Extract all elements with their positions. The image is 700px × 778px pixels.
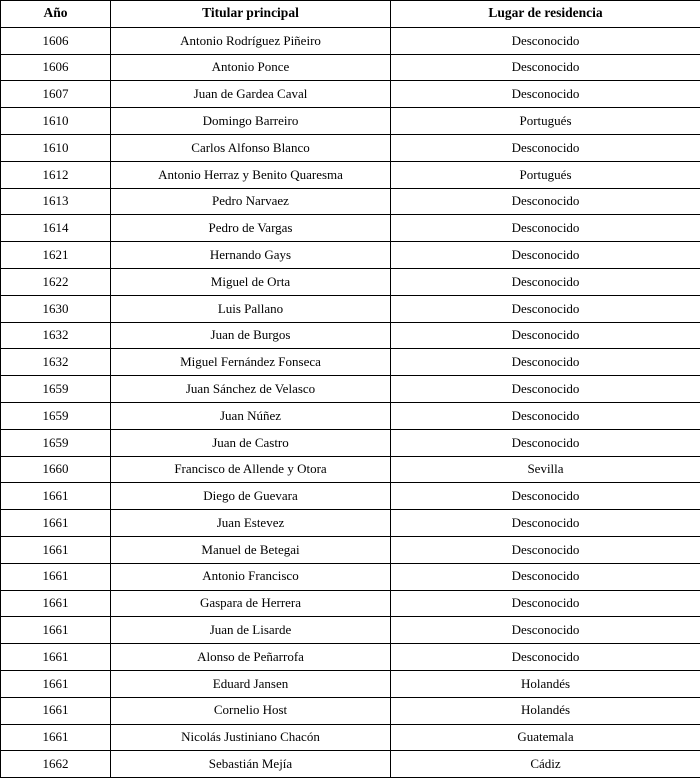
cell-holder: Juan de Lisarde: [111, 617, 391, 644]
cell-holder: Gaspara de Herrera: [111, 590, 391, 617]
cell-holder: Manuel de Betegai: [111, 536, 391, 563]
cell-year: 1621: [1, 242, 111, 269]
cell-year: 1661: [1, 536, 111, 563]
table-row: [1, 161, 700, 188]
cell-holder: Luis Pallano: [111, 295, 391, 322]
cell-year: 1610: [1, 108, 111, 135]
cell-year: 1607: [1, 81, 111, 108]
cell-residence: Desconocido: [391, 617, 700, 644]
cell-year: 1606: [1, 27, 111, 54]
table-row: [1, 134, 700, 161]
table-row: [1, 697, 700, 724]
cell-holder: Juan de Gardea Caval: [111, 81, 391, 108]
cell-holder: Antonio Herraz y Benito Quaresma: [111, 161, 391, 188]
table-row: [1, 81, 700, 108]
table-row: [1, 402, 700, 429]
cell-residence: Desconocido: [391, 563, 700, 590]
table-row: [1, 563, 700, 590]
cell-residence: Desconocido: [391, 483, 700, 510]
cell-residence: Sevilla: [391, 456, 700, 483]
cell-year: 1661: [1, 644, 111, 671]
cell-residence: Desconocido: [391, 81, 700, 108]
cell-year: 1622: [1, 268, 111, 295]
cell-residence: Desconocido: [391, 536, 700, 563]
cell-year: 1661: [1, 670, 111, 697]
cell-holder: Juan de Burgos: [111, 322, 391, 349]
cell-holder: Miguel de Orta: [111, 268, 391, 295]
cell-year: 1659: [1, 402, 111, 429]
cell-holder: Alonso de Peñarrofa: [111, 644, 391, 671]
table-row: [1, 510, 700, 537]
cell-year: 1661: [1, 483, 111, 510]
cell-year: 1662: [1, 751, 111, 778]
cell-year: 1661: [1, 617, 111, 644]
cell-residence: Holandés: [391, 697, 700, 724]
cell-year: 1610: [1, 134, 111, 161]
cell-holder: Pedro Narvaez: [111, 188, 391, 215]
cell-year: 1606: [1, 54, 111, 81]
table-row: [1, 349, 700, 376]
cell-holder: Antonio Ponce: [111, 54, 391, 81]
table-row: [1, 483, 700, 510]
cell-year: 1612: [1, 161, 111, 188]
cell-residence: Desconocido: [391, 644, 700, 671]
table-row: [1, 644, 700, 671]
table-row: [1, 54, 700, 81]
column-header-holder: Titular principal: [111, 1, 391, 28]
table-row: [1, 188, 700, 215]
cell-year: 1661: [1, 590, 111, 617]
cell-residence: Portugués: [391, 161, 700, 188]
table-row: [1, 108, 700, 135]
cell-year: 1659: [1, 376, 111, 403]
table-row: [1, 376, 700, 403]
cell-holder: Diego de Guevara: [111, 483, 391, 510]
cell-residence: Desconocido: [391, 510, 700, 537]
cell-residence: Desconocido: [391, 349, 700, 376]
cell-residence: Desconocido: [391, 242, 700, 269]
table-row: [1, 242, 700, 269]
cell-holder: Juan Sánchez de Velasco: [111, 376, 391, 403]
table-row: [1, 215, 700, 242]
cell-residence: Desconocido: [391, 295, 700, 322]
cell-holder: Sebastián Mejía: [111, 751, 391, 778]
cell-holder: Juan Núñez: [111, 402, 391, 429]
cell-holder: Pedro de Vargas: [111, 215, 391, 242]
cell-year: 1632: [1, 322, 111, 349]
cell-holder: Hernando Gays: [111, 242, 391, 269]
cell-residence: Desconocido: [391, 402, 700, 429]
cell-year: 1661: [1, 563, 111, 590]
cell-holder: Domingo Barreiro: [111, 108, 391, 135]
column-header-year: Año: [1, 1, 111, 28]
cell-year: 1630: [1, 295, 111, 322]
cell-year: 1659: [1, 429, 111, 456]
column-header-residence: Lugar de residencia: [391, 1, 700, 28]
cell-residence: Desconocido: [391, 134, 700, 161]
cell-holder: Francisco de Allende y Otora: [111, 456, 391, 483]
table-row: [1, 590, 700, 617]
cell-residence: Desconocido: [391, 54, 700, 81]
cell-residence: Desconocido: [391, 188, 700, 215]
cell-year: 1661: [1, 697, 111, 724]
cell-residence: Desconocido: [391, 27, 700, 54]
table-header-row: [1, 1, 700, 28]
cell-residence: Desconocido: [391, 268, 700, 295]
table-row: [1, 536, 700, 563]
table-row: [1, 268, 700, 295]
cell-year: 1614: [1, 215, 111, 242]
cell-residence: Desconocido: [391, 429, 700, 456]
table-row: [1, 295, 700, 322]
table-row: [1, 724, 700, 751]
cell-year: 1661: [1, 724, 111, 751]
table-row: [1, 617, 700, 644]
cell-year: 1632: [1, 349, 111, 376]
table-row: [1, 27, 700, 54]
table-row: [1, 751, 700, 778]
cell-holder: Antonio Francisco: [111, 563, 391, 590]
cell-residence: Desconocido: [391, 590, 700, 617]
cell-residence: Desconocido: [391, 322, 700, 349]
cell-year: 1613: [1, 188, 111, 215]
table-row: [1, 322, 700, 349]
cell-holder: Nicolás Justiniano Chacón: [111, 724, 391, 751]
table-row: [1, 456, 700, 483]
cell-residence: Cádiz: [391, 751, 700, 778]
cell-residence: Portugués: [391, 108, 700, 135]
cell-holder: Carlos Alfonso Blanco: [111, 134, 391, 161]
cell-holder: Miguel Fernández Fonseca: [111, 349, 391, 376]
cell-year: 1660: [1, 456, 111, 483]
cell-residence: Guatemala: [391, 724, 700, 751]
cell-holder: Eduard Jansen: [111, 670, 391, 697]
cell-residence: Desconocido: [391, 215, 700, 242]
table-body: [1, 27, 700, 777]
cell-holder: Antonio Rodríguez Piñeiro: [111, 27, 391, 54]
cell-year: 1661: [1, 510, 111, 537]
cell-residence: Desconocido: [391, 376, 700, 403]
cell-residence: Holandés: [391, 670, 700, 697]
cell-holder: Cornelio Host: [111, 697, 391, 724]
table-row: [1, 429, 700, 456]
cell-holder: Juan Estevez: [111, 510, 391, 537]
table-header: [1, 1, 700, 28]
table-row: [1, 670, 700, 697]
cell-holder: Juan de Castro: [111, 429, 391, 456]
